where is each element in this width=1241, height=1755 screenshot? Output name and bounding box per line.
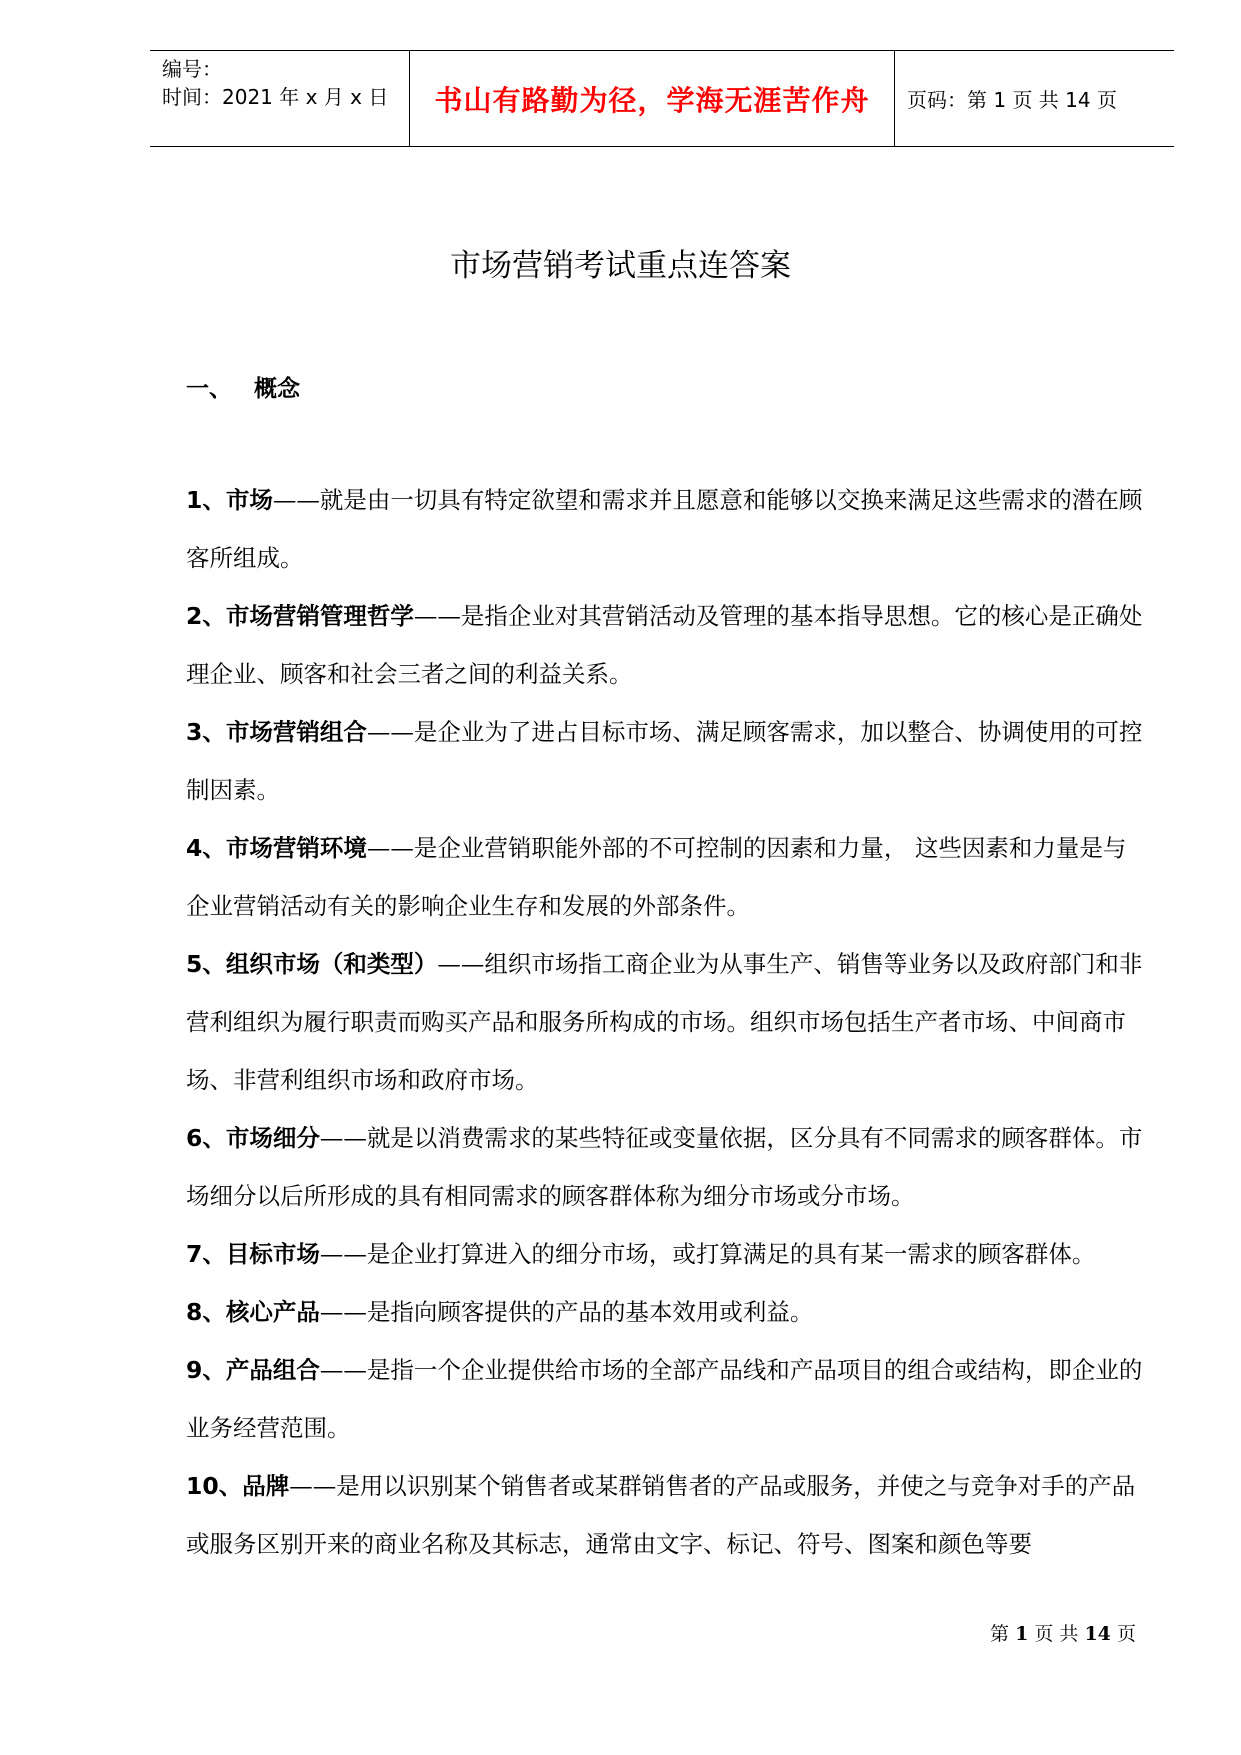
entry-definition: ——就是以消费需求的某些特征或变量依据，区分具有不同需求的顾客群体。市场细分以后所形成的具有相同需求的顾客群体称为细分市场或分市场。	[186, 1124, 1143, 1210]
footer-suffix: 页	[1116, 1623, 1136, 1645]
definition-entry	[186, 1225, 1146, 1283]
footer-middle: 页 共	[1034, 1623, 1079, 1645]
entry-term: 5、组织市场（和类型）	[186, 950, 438, 978]
section-number: 一、	[186, 376, 232, 402]
section-label: 概念	[254, 376, 300, 402]
definition-entry	[186, 703, 1146, 819]
page-footer	[990, 1619, 1136, 1646]
entry-term: 10、品牌	[186, 1472, 290, 1500]
entry-definition: ——就是由一切具有特定欲望和需求并且愿意和能够以交换来满足这些需求的潜在顾客所组成。	[186, 486, 1143, 572]
page-header	[150, 50, 1174, 147]
header-page-info: 页码：第 1 页 共 14 页	[907, 88, 1117, 112]
document-body	[186, 471, 1146, 1573]
definition-entry	[186, 935, 1146, 1109]
document-time-label: 时间：2021 年 x 月 x 日	[162, 85, 389, 109]
section-heading	[186, 370, 300, 403]
entry-definition: ——是用以识别某个销售者或某群销售者的产品或服务，并使之与竞争对手的产品或服务区别开来的商业名称及其标志，通常由文字、标记、符号、图案和颜色等要	[186, 1472, 1136, 1558]
entry-definition: ——是企业打算进入的细分市场，或打算满足的具有某一需求的顾客群体。	[319, 1240, 1096, 1268]
entry-term: 2、市场营销管理哲学	[186, 602, 414, 630]
definition-entry	[186, 587, 1146, 703]
entry-definition: ——是企业营销职能外部的不可控制的因素和力量， 这些因素和力量是与企业营销活动有关的影响企业生存和发展的外部条件。	[186, 834, 1127, 920]
document-title: 市场营销考试重点连答案	[450, 248, 791, 284]
entry-definition: ——是指向顾客提供的产品的基本效用或利益。	[319, 1298, 814, 1326]
entry-term: 6、市场细分	[186, 1124, 320, 1152]
entry-term: 7、目标市场	[186, 1240, 320, 1268]
definition-entry	[186, 1283, 1146, 1341]
entry-term: 1、市场	[186, 486, 273, 514]
footer-prefix: 第	[990, 1623, 1010, 1645]
entry-term: 8、核心产品	[186, 1298, 320, 1326]
header-motto: 书山有路勤为径，学海无涯苦作舟	[410, 51, 895, 146]
entry-term: 9、产品组合	[186, 1356, 320, 1384]
entry-definition: ——组织市场指工商企业为从事生产、销售等业务以及政府部门和非营利组织为履行职责而购买产品和服务所构成的市场。组织市场包括生产者市场、中间商市场、非营利组织市场和政府市场。	[186, 950, 1143, 1094]
document-number-label: 编号：	[162, 57, 222, 81]
entry-definition: ——是指企业对其营销活动及管理的基本指导思想。它的核心是正确处理企业、顾客和社会三者之间的利益关系。	[186, 602, 1143, 688]
definition-entry	[186, 1457, 1146, 1573]
footer-current-page: 1	[1015, 1623, 1029, 1645]
entry-definition: ——是企业为了进占目标市场、满足顾客需求，加以整合、协调使用的可控制因素。	[186, 718, 1143, 804]
entry-definition: ——是指一个企业提供给市场的全部产品线和产品项目的组合或结构，即企业的业务经营范围。	[186, 1356, 1143, 1442]
footer-total-pages: 14	[1084, 1623, 1111, 1645]
definition-entry	[186, 1341, 1146, 1457]
definition-entry	[186, 819, 1146, 935]
definition-entry	[186, 471, 1146, 587]
entry-term: 4、市场营销环境	[186, 834, 367, 862]
definition-entry	[186, 1109, 1146, 1225]
entry-term: 3、市场营销组合	[186, 718, 367, 746]
header-meta	[150, 51, 410, 146]
